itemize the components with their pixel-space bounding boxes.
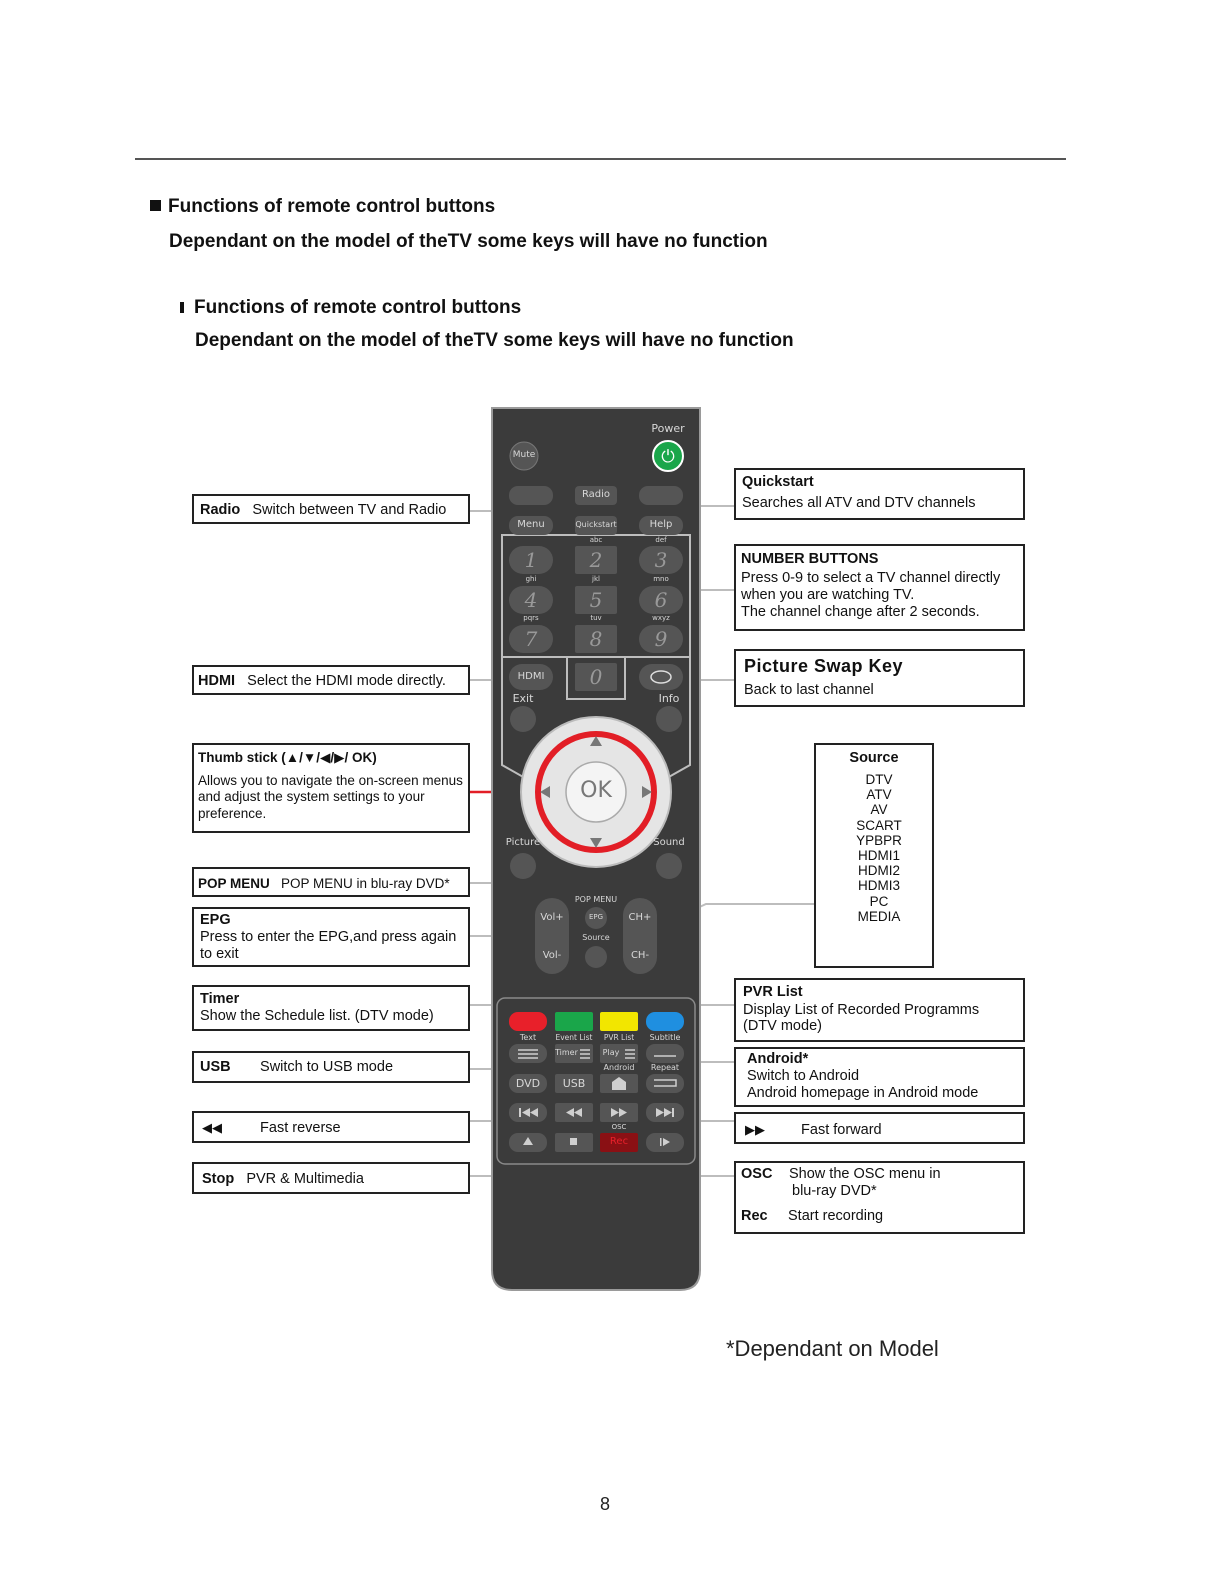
callout-usb: USB Switch to USB mode <box>192 1051 470 1083</box>
pop-menu-label: POP MENU <box>574 895 618 904</box>
source-list: DTV ATV AV SCART YPBPR HDMI1 HDMI2 HDMI3 PC MEDIA <box>856 772 902 924</box>
callout-epg: EPG Press to enter the EPG,and press again to exit <box>192 907 470 967</box>
quickstart-label: Quickstart <box>575 520 617 529</box>
letters-mno: mno <box>653 575 669 583</box>
callout-stop: Stop PVR & Multimedia <box>192 1162 470 1194</box>
callout-source: Source DTV ATV AV SCART YPBPR HDMI1 HDMI2 HDMI3 PC MEDIA <box>814 743 934 968</box>
page-number: 8 <box>600 1494 611 1514</box>
osc-label: OSC <box>611 1123 627 1131</box>
fast-reverse-icon: ◀◀ <box>202 1120 222 1135</box>
picture-swap-button[interactable] <box>639 664 683 690</box>
callout-pvr-list: PVR List Display List of Recorded Programms (DTV mode) <box>734 978 1025 1042</box>
help-label: Help <box>649 519 673 530</box>
sound-button[interactable] <box>656 853 682 879</box>
play-label: Play <box>602 1048 620 1057</box>
digit-5: 5 <box>589 588 603 612</box>
digit-2: 2 <box>589 548 603 572</box>
timer-label: Timer <box>555 1048 578 1057</box>
letters-ghi: ghi <box>525 575 537 583</box>
info-label: Info <box>658 692 680 705</box>
blank-button-left[interactable] <box>509 486 553 505</box>
android-label: Android <box>603 1063 635 1072</box>
digit-3: 3 <box>654 548 668 572</box>
letters-tuv: tuv <box>590 614 602 622</box>
callout-quickstart: Quickstart Searches all ATV and DTV channels <box>734 468 1025 520</box>
source-button[interactable] <box>585 946 607 968</box>
blank-button-right[interactable] <box>639 486 683 505</box>
hdmi-label: HDMI <box>517 671 545 682</box>
digit-6: 6 <box>654 588 668 612</box>
ch-up-label: CH+ <box>628 912 652 923</box>
channel-rocker[interactable] <box>623 898 657 974</box>
repeat-label: Repeat <box>650 1063 680 1072</box>
picture-label: Picture <box>505 837 541 848</box>
digit-1: 1 <box>524 548 538 572</box>
info-button[interactable] <box>656 706 682 732</box>
vol-up-label: Vol+ <box>540 912 564 923</box>
usb-label: USB <box>562 1077 586 1090</box>
callout-timer: Timer Show the Schedule list. (DTV mode) <box>192 985 470 1031</box>
digit-9: 9 <box>654 627 668 651</box>
letters-wxyz: wxyz <box>652 614 670 622</box>
callout-fast-reverse: ◀◀ Fast reverse <box>192 1111 470 1143</box>
picture-button[interactable] <box>510 853 536 879</box>
exit-label: Exit <box>512 692 534 705</box>
volume-rocker[interactable] <box>535 898 569 974</box>
ch-down-label: CH- <box>630 950 650 961</box>
footnote: *Dependant on Model <box>726 1336 939 1361</box>
mute-label: Mute <box>512 450 536 460</box>
callout-picture-swap: Picture Swap Key Back to last channel <box>734 649 1025 707</box>
event-list-label: Event List <box>555 1033 593 1042</box>
callout-pop-menu: POP MENU POP MENU in blu-ray DVD* <box>192 867 470 897</box>
callout-fast-forward: ▶▶ Fast forward <box>734 1112 1025 1144</box>
letters-pqrs: pqrs <box>523 614 539 622</box>
dvd-label: DVD <box>515 1077 541 1090</box>
fast-forward-icon: ▶▶ <box>745 1122 765 1137</box>
digit-8: 8 <box>589 627 603 651</box>
power-icon: ⏻ <box>661 447 675 467</box>
section-heading-repeat: Functions of remote control buttons <box>180 297 521 319</box>
section-heading: Functions of remote control buttons <box>150 196 495 218</box>
text-label: Text <box>519 1033 537 1042</box>
letters-def: def <box>655 536 667 544</box>
digit-7: 7 <box>524 627 538 651</box>
yellow-button[interactable] <box>600 1012 638 1031</box>
section-subheading: Dependant on the model of theTV some keys will have no function <box>169 231 768 252</box>
ok-label: OK <box>580 778 612 803</box>
exit-button[interactable] <box>510 706 536 732</box>
callout-android: Android* Switch to Android Android homepage in Android mode <box>734 1047 1025 1107</box>
letters-jkl: jkl <box>592 575 600 583</box>
callout-radio: Radio Switch between TV and Radio <box>192 494 470 524</box>
callout-number-buttons: NUMBER BUTTONS Press 0-9 to select a TV channel directly when you are watching TV. The channel change after 2 seconds. <box>734 544 1025 631</box>
epg-label: EPG <box>588 913 604 921</box>
rec-label: Rec <box>609 1136 629 1147</box>
power-label: Power <box>651 422 685 435</box>
subtitle-label: Subtitle <box>649 1033 681 1042</box>
digit-4: 4 <box>524 588 538 612</box>
pvr-list-label: PVR List <box>603 1033 635 1042</box>
digit-0: 0 <box>589 665 603 689</box>
callout-osc-rec: OSC Show the OSC menu in blu-ray DVD* Rec Start recording <box>734 1161 1025 1234</box>
blue-button[interactable] <box>646 1012 684 1031</box>
letters-abc: abc <box>589 536 603 544</box>
radio-label: Radio <box>581 489 611 500</box>
source-label: Source <box>582 933 610 942</box>
vol-down-label: Vol- <box>542 950 562 961</box>
red-button[interactable] <box>509 1012 547 1031</box>
sound-label: Sound <box>653 837 685 848</box>
callout-hdmi: HDMI Select the HDMI mode directly. <box>192 665 470 695</box>
green-button[interactable] <box>555 1012 593 1031</box>
section-subheading-repeat: Dependant on the model of theTV some keys will have no function <box>195 330 794 351</box>
menu-label: Menu <box>517 519 545 530</box>
callout-thumb-stick: Thumb stick (▲/▼/◀/▶/ OK) Allows you to navigate the on-screen menus and adjust the system settings to your preference. <box>192 743 470 833</box>
